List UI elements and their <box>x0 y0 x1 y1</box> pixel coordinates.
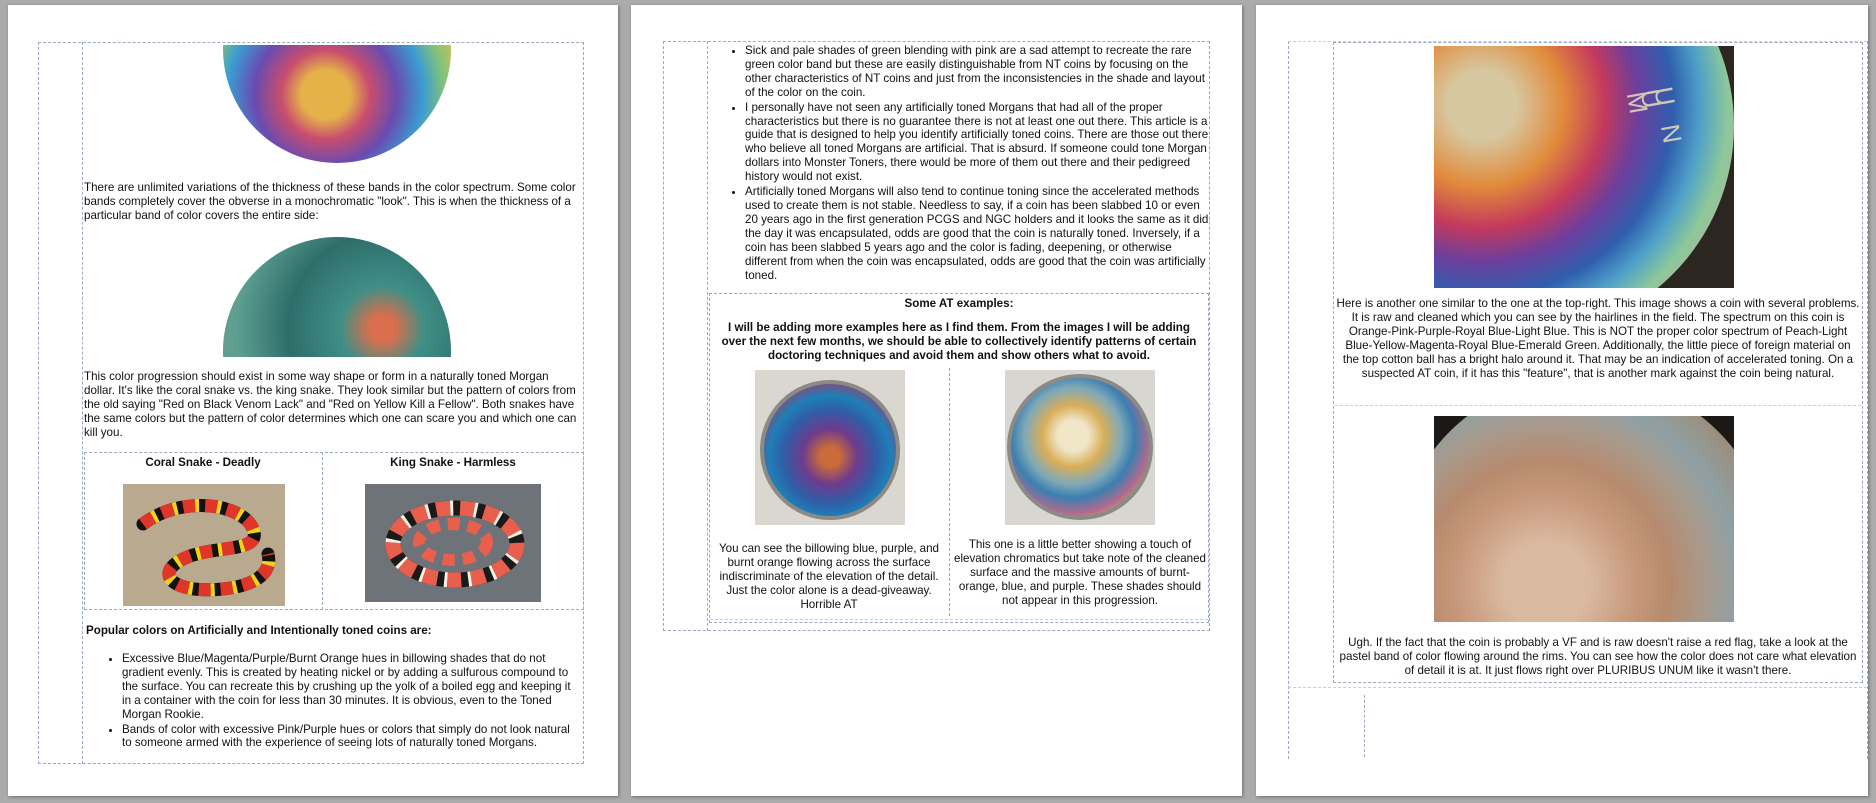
at-coin-right-image <box>1005 370 1155 525</box>
bands-paragraph: There are unlimited variations of the thickness of these bands in the color spectrum. Some color bands completely cover the obverse in a monochromatic "look". This is when the thickness of a particular band of color covers the entire side: <box>84 181 576 222</box>
blue-purple-coin <box>760 380 900 520</box>
page2-bullet-list <box>709 44 1209 283</box>
spectrum-analysis-paragraph: Here is another one similar to the one at the top-right. This image shows a coin with several problems. It is raw and cleaned which you can see by the hairlines in the field. The spectrum on this coin is Orange-Pink-Purple-Royal Blue-Light Blue. This is NOT the proper color spectrum of Peach-Light Blue-Yellow-Magenta-Royal Blue-Emerald Green. Additionally, the little piece of foreign material on the top cotton ball has a bright halo around it. That may be an indication of accelerated toning. On a suspected AT coin, if it has this "feature", that is another mark against the coin being natural. <box>1336 297 1860 380</box>
king-snake-caption: King Snake - Harmless <box>390 456 516 469</box>
pastel-coin-closeup-image <box>1434 416 1734 622</box>
document-page-1 <box>8 5 618 796</box>
orange-blue-coin <box>1007 374 1153 520</box>
coral-snake-caption: Coral Snake - Deadly <box>145 456 261 469</box>
teal-morgan-coin-image <box>223 237 451 357</box>
page1-bullet-list <box>86 652 582 751</box>
at-coin-left-image <box>755 370 905 525</box>
at-table-bottom-rule <box>710 619 1208 620</box>
at-caption-right: This one is a little better showing a touch of elevation chromatics but take note of the cleaned surface and the massive amounts of burnt-orange, blue, and purple. These shades should not appear in this progression. <box>954 538 1206 607</box>
list-item: • Excessive Blue/Magenta/Purple/Burnt Orange hues in billowing shades that do not gradient evenly. This is created by heating nickel or by adding a sulfurous compound to the surface. You can recreate this by crushing up the yolk of a boiled egg and keeping it in a container with the coin for less than 30 minutes. It is obvious, even to the Toned Morgan Rookie. <box>122 652 582 722</box>
at-caption-left: You can see the billowing blue, purple, and burnt orange flowing across the surface indiscriminate of the elevation of the detail. Just the color alone is a dead-giveaway. Horrible AT <box>718 542 939 611</box>
page3-right-margin-line <box>1867 41 1868 759</box>
rainbow-morgan-coin-image <box>223 45 451 167</box>
rainbow-coin-closeup-image <box>1434 46 1734 288</box>
list-item: • Bands of color with excessive Pink/Purple hues or colors that simply do not look natural to someone armed with the experience of seeing lots of naturally toned Morgans. <box>122 723 582 751</box>
at-examples-title: Some AT examples: <box>904 297 1014 310</box>
page1-column-divider <box>82 42 83 764</box>
coin-rim-lettering: U N U M <box>1620 84 1689 152</box>
snake-table-divider <box>322 452 323 610</box>
pastel-band-paragraph: Ugh. If the fact that the coin is probably a VF and is raw doesn't raise a red flag, take a look at the pastel band of color flowing around the rims. You can see how the color does not care what elevation of detail it is at. It just flows right over PLURIBUS UNUM like it wasn't there. <box>1339 636 1857 677</box>
at-examples-intro: I will be adding more examples here as I find them. From the images I will be adding over the next few months, we should be able to collectively identify patterns of certain doctoring techniques and avoid them and show others what to avoid. <box>721 321 1197 362</box>
coral-snake-image <box>123 484 285 606</box>
page2-column-divider <box>707 41 708 631</box>
at-table-divider <box>949 368 950 616</box>
list-item: • I personally have not seen any artificially toned Morgans that had all of the proper characteristics but there is no guarantee there is not at least one out there. This article is a guide that is designed to help you identify artificially toned coins. There are those out there who believe all toned Morgans are artificial. That is absurd. If someone could tone Morgan dollars into Monster Toners, there would be more of them out there and their pedigreed history would not exist. <box>745 101 1209 184</box>
page3-bottom-rule <box>1288 687 1867 688</box>
popular-colors-heading: Popular colors on Artificially and Intentionally toned coins are: <box>86 624 432 637</box>
list-item: • Artificially toned Morgans will also tend to continue toning since the accelerated methods used to create them is not stable. Needless to say, if a coin has been slabbed 10 or even 20 years ago in the first generation PCGS and NGC holders and it looks the same as it did the day it was encapsulated, odds are good that the coin is naturally toned. Inversely, if a coin has been slabbed 5 years ago and the color is fading, deepening, or otherwise different from when the coin was encapsulated, odds are good that the coin was artificially toned. <box>745 185 1209 282</box>
page3-lower-divider <box>1364 695 1365 757</box>
document-page-2 <box>631 5 1242 796</box>
progression-paragraph: This color progression should exist in some way shape or form in a naturally toned Morgan dollar. It's like the coral snake vs. the king snake. They look similar but the pattern of colors from the old saying "Red on Black Venom Lack" and "Red on Yellow Kill a Fellow". Both snakes have the same colors but the pattern of color determines which one can scare you and which one can kill you. <box>84 370 577 439</box>
king-snake-image <box>365 484 541 602</box>
page3-row-rule <box>1335 405 1861 406</box>
page3-left-margin-line <box>1288 41 1289 759</box>
list-item: • Sick and pale shades of green blending with pink are a sad attempt to recreate the rare green color band but these are easily distinguishable from NT coins by focusing on the other characteristics of NT coins and just from the inconsistencies in the shade and layout of the color on the coin. <box>745 44 1209 100</box>
document-page-3 <box>1256 5 1868 796</box>
